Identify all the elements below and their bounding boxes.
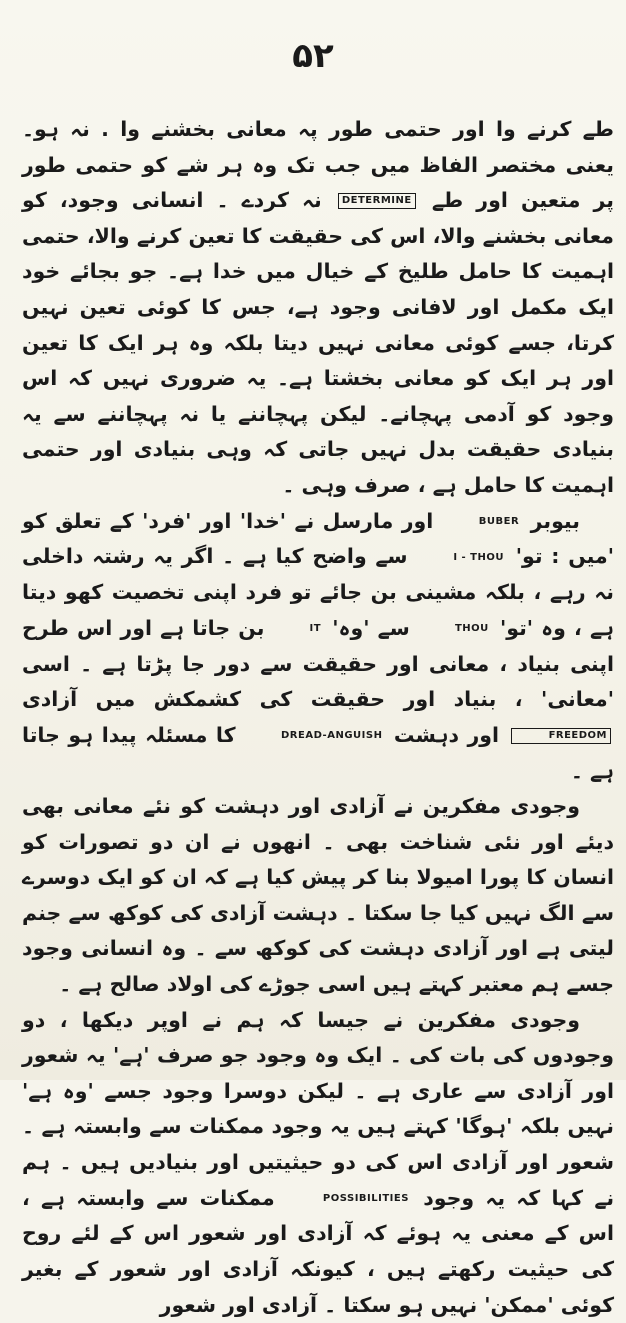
urdu-text: وجودی مفکرین نے آزادی اور دہشت کو نئے معانی بھی دیئے اور نئی شناخت بھی ۔ انھوں نے ان دو تصورات کو انسان کا پورا امیولا بنا کر پیش کیا ہے کہ ان کو ایک دوسرے سے الگ نہیں کیا جا سکتا ۔ دہشت آزادی کی کوکھ سے جنم لیتی ہے اور آزادی دہشت کی کوکھ سے ۔ وہ انسانی وجود جسے ہم معتبر کہتے ہیں اسی جوڑے کی اولاد صالح ہے ۔ (22, 794, 614, 997)
paragraph (22, 1003, 614, 1323)
paragraph (22, 504, 614, 790)
urdu-text: ممکنات سے وابستہ ہے ، اس کے معنی یہ ہوئے کہ آزادی اور شعور اس کے لئے روح کی حیثیت رکھتے ہیں ، کیونکہ آزادی اور شعور کے بغیر کوئی 'ممکن' نہیں ہو سکتا ۔ آزادی اور شعور (22, 1185, 614, 1317)
urdu-text: بیوبر (530, 508, 580, 533)
urdu-text: سے 'وہ' (332, 615, 410, 640)
english-term: FREEDOM (511, 728, 611, 744)
urdu-text: وجودی مفکرین نے جیسا کہ ہم نے اوپر دیکھا ، دو وجودوں کی بات کی ۔ ایک وہ وجود جو صرف 'ہے' یہ شعور اور آزادی سے عاری ہے ۔ لیکن دوسرا وجود جسے 'وہ ہے' نہیں بلکہ 'ہوگا' کہتے ہیں یہ وجود ممکنات سے وابستہ ہے ۔ شعور اور آزادی اس کی دو حیثیتیں اور بنیادیں ہیں ۔ ہم نے کہا کہ یہ وجود (22, 1007, 615, 1210)
english-term: IT (309, 622, 322, 634)
english-term: DETERMINE (338, 193, 416, 209)
page-body-text (22, 112, 614, 1323)
english-term: THOU (454, 622, 489, 634)
paragraph (22, 789, 614, 1003)
urdu-text: سے واضح کیا ہے ۔ اگر یہ رشتہ داخلی نہ رہے ، بلکہ مشینی بن جائے تو فرد اپنی تخصیت کھو دیتا ہے ، وہ 'تو' (22, 544, 614, 640)
urdu-text: نہ کردے ۔ انسانی وجود، کو معانی بخشنے والا، اس کی حقیقت کا تعین کرنے والا، حتمی اہمیت کا حامل طلیخ کے خیال میں خدا ہے۔ جو بجائے خود ایک مکمل اور لافانی وجود ہے، جس کا کوئی تعین نہیں کرتا، جسے کوئی معانی نہیں دیتا بلکہ وہ ہر ایک کا تعین اور ہر ایک کو معانی بخشتا ہے۔ یہ ضروری نہیں کہ اس وجود کو آدمی پہچانے۔ لیکن پہچاننے یا نہ پہچاننے سے یہ بنیادی حقیقت بدل نہیں جاتی کہ وہی بنیادی اور حتمی اہمیت کا حامل ہے ، صرف وہی ۔ (22, 188, 614, 497)
english-term: POSSIBILITIES (322, 1192, 409, 1204)
english-term: DREAD-ANGUISH (281, 729, 383, 741)
urdu-text: اور مارسل نے 'خدا' اور 'فرد' کے تعلق کو 'میں : تو' (22, 508, 614, 569)
urdu-text: کا مسئلہ پیدا ہو جاتا ہے ۔ (22, 722, 614, 783)
paragraph (22, 112, 614, 504)
urdu-text: طے کرنے وا اور حتمی طور پہ معانی بخشنے وا . نہ ہو۔ یعنی مختصر الفاظ میں جب تک وہ ہر شے کو حتمی طور پر متعین اور طے (22, 117, 614, 213)
urdu-text: بن جاتا ہے اور اس طرح اپنی بنیاد ، معانی اور حقیقت سے دور جا پڑتا ہے ۔ اسی 'معانی' ، بنیاد اور حقیقت کی کشمکش میں آزادی (22, 615, 614, 712)
urdu-text: اور دہشت (393, 722, 500, 747)
page-number: ۵۲ (292, 36, 334, 76)
english-term: BUBER (478, 515, 520, 527)
english-term: I - THOU (453, 551, 504, 563)
